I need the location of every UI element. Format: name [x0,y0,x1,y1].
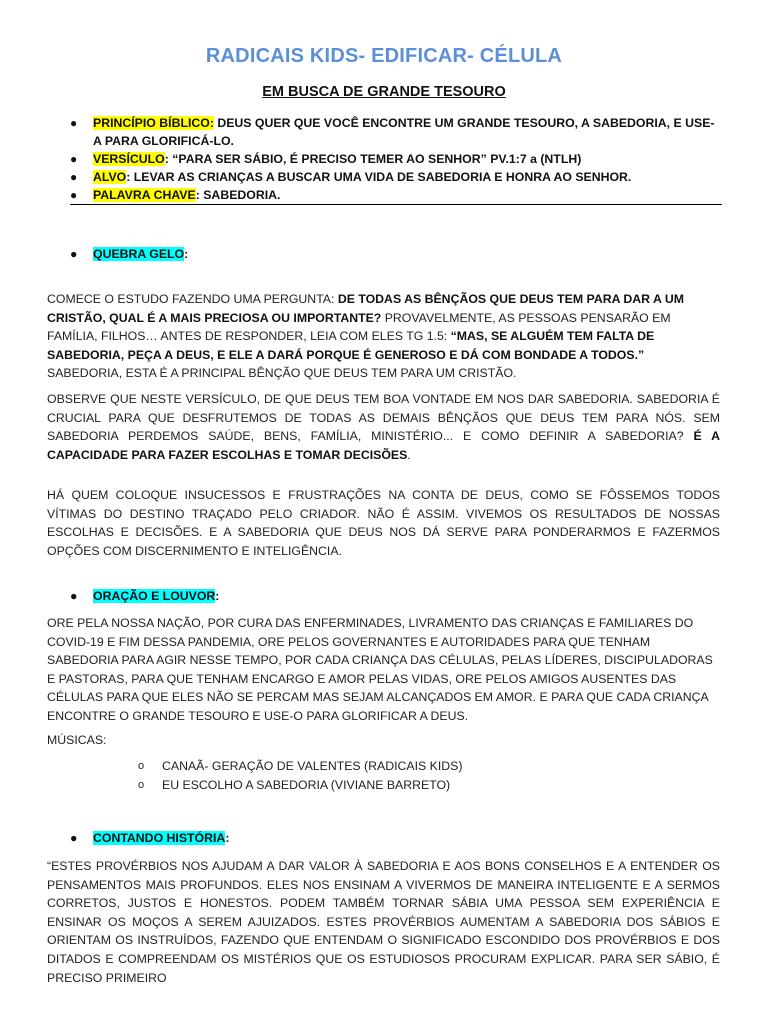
alvo-label: ALVO [93,170,127,184]
p2-text: OBSERVE QUE NESTE VERSÍCULO, DE QUE DEUS TEM BOA VONTADE EM NOS DAR SABEDORIA. SABEDORIA É CRUCIAL PARA QUE DESFRUTEMOS DE TODAS AS DEMAIS BÊNÇÃOS QUE DEUS TEM PARA NÓS. SEM SABEDORIA PERDEMOS SAÚDE, BENS, FAMÍLIA, MINISTÉRIO... E COMO DEFINIR A SABEDORIA? [47,392,720,444]
p2-definition: É A CAPACIDADE PARA FAZER ESCOLHAS E TOMAR DECISÕES [47,429,720,462]
historia-paragraph: “ESTES PROVÉRBIOS NOS AJUDAM A DAR VALOR À SABEDORIA E AOS BONS CONSELHOS E A ENTENDER OS PENSAMENTOS MAIS PROFUNDOS. ELES NOS ENSINAM A VIVERMOS DE MANEIRA INTELIGENTE E A SERMOS CORRETOS, JUSTOS E HONESTOS. PODEM TAMBÉM TORNAR SÁBIA UMA PESSOA SEM EXPERIÊNCIA E ENSINAR OS MOÇOS A SEREM AJUIZADOS. ESTES PROVÉRBIOS AUMENTAM A SABEDORIA DOS SÁBIOS E ORIENTAM OS INSTRUÍDOS, FAZENDO QUE ENTENDAM O SIGNIFICADO ESCONDIDO DOS PROVÉRBIOS E DOS DITADOS E COMPREENDAM OS MISTÉRIOS QUE OS ESTUDIOSOS PROCURAM EXPLICAR. PARA SER SÁBIO, É PRECISO PRIMEIRO [47,859,720,985]
document-subtitle: EM BUSCA DE GRANDE TESOURO [262,84,506,100]
header-divider [70,204,722,205]
section-quebra-gelo-heading [70,245,188,263]
bullet-dot-icon: ● [70,831,78,845]
bullet-dot-icon: ● [70,152,78,166]
circle-bullet-icon: o [138,779,145,791]
bullet-dot-icon: ● [70,116,78,130]
quebra-gelo-paragraph-1 [47,290,720,383]
p1-middle: PROVAVELMENTE, AS PESSOAS PENSARÃO EM FAMÍLIA, FILHOS… ANTES DE RESPONDER, LEIA COM ELES TG 1.5: [47,310,671,344]
label-colon: : [184,247,189,261]
versiculo-label: VERSÍCULO [93,152,165,166]
principio-text: DEUS QUER QUE VOCÊ ENCONTRE UM GRANDE TESOURO, A SABEDORIA, E USE-A PARA GLORIFICÁ-LO. [93,116,715,148]
bullet-dot-icon: ● [70,170,78,184]
quebra-gelo-paragraph-2 [47,390,720,464]
p1-question: DE TODAS AS BÊNÇÃOS QUE DEUS TEM PARA DAR A UM CRISTÃO, QUAL É A MAIS PRECIOSA OU IMPORTANTE? [47,292,684,325]
bullet-dot-icon: ● [70,589,78,603]
document-title: RADICAIS KIDS- EDIFICAR- CÉLULA [205,45,563,67]
oracao-paragraph: ORE PELA NOSSA NAÇÃO, POR CURA DAS ENFERMINADES, LIVRAMENTO DAS CRIANÇAS E FAMILIARES DO COVID-19 E FIM DESSA PANDEMIA, ORE PELOS GOVERNANTES E AUTORIDADES PARA QUE TENHAM SABEDORIA PARA AGIR NESSE TEMPO, POR CADA CRIANÇA DAS CÉLULAS, PELAS LÍDERES, DISCIPULADORAS E PASTORAS, PARA QUE TENHAM ENCARGO E AMOR PELAS VIDAS, ORE PELOS AMIGOS AUSENTES DAS CÉLULAS PARA QUE ELES NÃO SE PERCAM MAS SEJAM ALCANÇADOS EM AMOR. E PARA QUE CADA CRIANÇA ENCONTRE O GRANDE TESOURO E USE-O PARA GLORIFICAR A DEUS. [47,616,713,723]
bullet-dot-icon: ● [70,247,78,261]
versiculo-text: : “PARA SER SÁBIO, É PRECISO TEMER AO SENHOR” PV.1:7 a (NTLH) [164,152,582,166]
label-colon: : [225,831,230,845]
label-colon: : [215,589,220,603]
p1-end: SABEDORIA, ESTA É A PRINCIPAL BÊNÇÃO QUE DEUS TEM PARA UM CRISTÃO. [47,366,517,381]
musicas-label: MÚSICAS: [47,733,107,747]
section-oracao-heading [70,587,219,605]
principio-label: PRINCÍPIO BÍBLICO: [93,116,214,130]
musica-title: EU ESCOLHO A SABEDORIA (VIVIANE BARRETO) [162,778,451,792]
musicas-list [138,757,462,795]
musica-title: CANAÃ- GERAÇÃO DE VALENTES (RADICAIS KIDS) [162,759,463,773]
section-historia-heading [70,829,229,847]
alvo-text: : LEVAR AS CRIANÇAS A BUSCAR UMA VIDA DE SABEDORIA E HONRA AO SENHOR. [126,170,632,184]
header-bullet-list [70,114,722,204]
p2-period: . [407,447,411,462]
bullet-dot-icon: ● [70,188,78,202]
circle-bullet-icon: o [138,760,145,772]
bullet-palavra-chave [70,186,722,204]
musica-item [138,776,462,795]
bullet-principio-biblico [70,114,722,150]
quebra-gelo-label: QUEBRA GELO [93,247,185,261]
bullet-alvo [70,168,722,186]
quebra-gelo-paragraph-3: HÁ QUEM COLOQUE INSUCESSOS E FRUSTRAÇÕES NA CONTA DE DEUS, COMO SE FÔSSEMOS TODOS VÍTIMAS DO DESTINO TRAÇADO PELO CRIADOR. NÃO É ASSIM. VIVEMOS OS RESULTADOS DE NOSSAS ESCOLHAS E DECISÕES. E A SABEDORIA QUE DEUS NOS DÁ SERVE PARA PONDERARMOS E FAZERMOS OPÇÕES COM DISCERNIMENTO E INTELIGÊNCIA. [47,488,720,558]
p1-intro: COMECE O ESTUDO FAZENDO UMA PERGUNTA: [47,292,338,306]
palavra-chave-text: : SABEDORIA. [195,188,281,202]
p1-verse: “MAS, SE ALGUÉM TEM FALTA DE SABEDORIA, PEÇA A DEUS, E ELE A DARÁ PORQUE É GENEROSO E DÁ COM BONDADE A TODOS.” [47,329,655,362]
musica-item [138,757,462,776]
bullet-versiculo [70,150,722,168]
palavra-chave-label: PALAVRA CHAVE [93,188,196,202]
oracao-label: ORAÇÃO E LOUVOR [93,589,216,603]
historia-label: CONTANDO HISTÓRIA [93,831,226,845]
